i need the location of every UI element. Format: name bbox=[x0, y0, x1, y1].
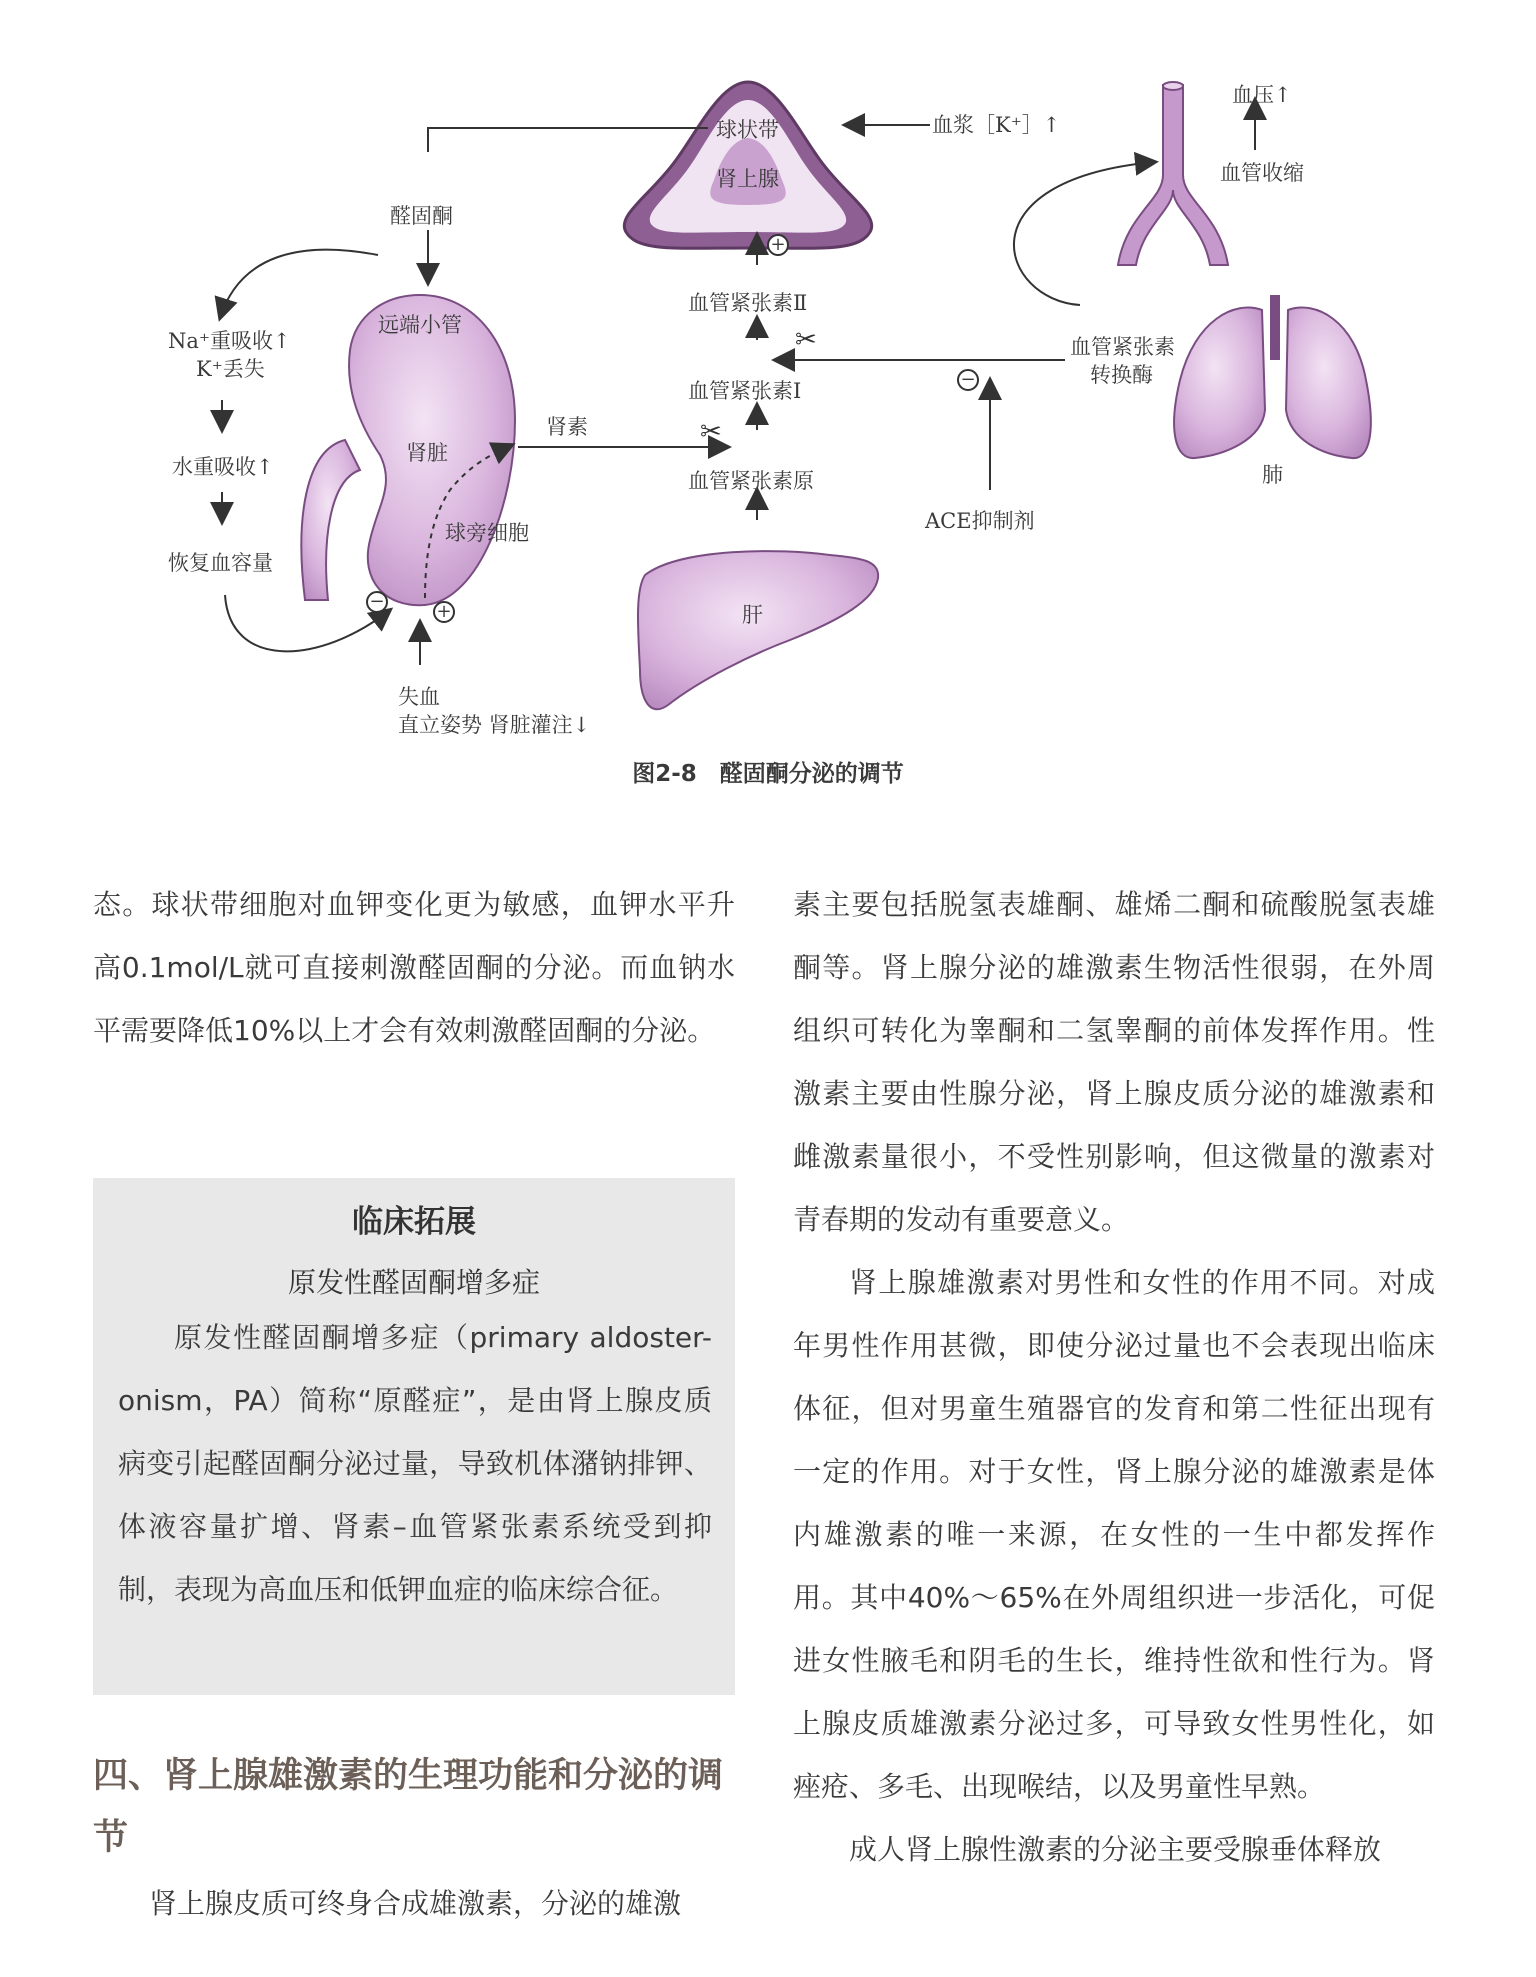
right-paragraph-3: 成人肾上腺性激素的分泌主要受腺垂体释放 bbox=[849, 1833, 1382, 1866]
box-body bbox=[118, 1306, 712, 1621]
box-paragraph: 原发性醛固酮增多症（primary aldoster-onism，PA）简称“原醛症”，是由肾上腺皮质病变引起醛固酮分泌过量，导致机体潴钠排钾、体液容量扩增、肾素–血管紧张素系统受到抑制，表现为高血压和低钾血症的临床综合征。 bbox=[118, 1321, 712, 1606]
minus-sign: − bbox=[960, 369, 976, 390]
scissors-icon: ✂ bbox=[795, 325, 817, 355]
liver-illustration bbox=[638, 551, 878, 709]
clinical-extension-box bbox=[93, 1178, 735, 1695]
label-ace-line1: 血管紧张素 bbox=[1070, 335, 1175, 359]
label-blood-loss: 失血 bbox=[398, 685, 440, 709]
label-posture: 直立姿势 肾脏灌注↓ bbox=[398, 713, 591, 737]
label-angiotensin-ii: 血管紧张素Ⅱ bbox=[688, 291, 808, 315]
label-zona-glomerulosa: 球状带 bbox=[716, 118, 779, 142]
label-blood-pressure: 血压↑ bbox=[1232, 83, 1292, 107]
left-paragraph-1: 态。球状带细胞对血钾变化更为敏感，血钾水平升高0.1mol/L就可直接刺激醛固酮的分泌。而血钠水平需要降低10%以上才会有效刺激醛固酮的分泌。 bbox=[93, 888, 735, 1047]
section-heading: 四、肾上腺雄激素的生理功能和分泌的调节 bbox=[93, 1755, 724, 1858]
label-renin: 肾素 bbox=[546, 415, 588, 439]
label-ace-inhibitor: ACE抑制剂 bbox=[925, 509, 1035, 533]
plus-sign: + bbox=[436, 601, 452, 622]
right-paragraph-1: 素主要包括脱氢表雄酮、雄烯二酮和硫酸脱氢表雄酮等。肾上腺分泌的雄激素生物活性很弱，在外周组织可转化为睾酮和二氢睾酮的前体发挥作用。性激素主要由性腺分泌，肾上腺皮质分泌的雄激素和雌激素量很小，不受性别影响，但这微量的激素对青春期的发动有重要意义。 bbox=[793, 888, 1435, 1236]
label-aldosterone: 醛固酮 bbox=[390, 204, 453, 228]
label-vasoconstriction: 血管收缩 bbox=[1220, 161, 1304, 185]
label-restore-volume: 恢复血容量 bbox=[168, 551, 273, 575]
left-column bbox=[93, 873, 735, 1062]
right-column bbox=[793, 873, 1435, 1881]
lungs-illustration bbox=[1174, 295, 1371, 458]
figure-aldosterone-regulation bbox=[0, 0, 1536, 760]
label-angiotensinogen: 血管紧张素原 bbox=[688, 469, 814, 493]
label-juxtaglomerular: 球旁细胞 bbox=[445, 521, 529, 545]
box-subtitle: 原发性醛固酮增多症 bbox=[287, 1266, 540, 1299]
plus-sign: + bbox=[770, 234, 786, 255]
label-adrenal-gland: 肾上腺 bbox=[716, 167, 779, 191]
label-kidney: 肾脏 bbox=[406, 441, 448, 465]
right-paragraph-2: 肾上腺雄激素对男性和女性的作用不同。对成年男性作用甚微，即使分泌过量也不会表现出临床体征，但对男童生殖器官的发育和第二性征出现有一定的作用。对于女性，肾上腺分泌的雄激素是体内雄激素的唯一来源，在女性的一生中都发挥作用。其中40%～65%在外周组织进一步活化，可促进女性腋毛和阴毛的生长，维持性欲和性行为。肾上腺皮质雄激素分泌过多，可导致女性男性化，如痤疮、多毛、出现喉结，以及男童性早熟。 bbox=[793, 1266, 1435, 1803]
label-ace-line2: 转换酶 bbox=[1090, 363, 1153, 387]
minus-sign: − bbox=[369, 591, 385, 612]
label-lung: 肺 bbox=[1262, 463, 1283, 487]
left-column-tail bbox=[93, 1872, 735, 1935]
blood-vessel-illustration bbox=[1118, 82, 1228, 265]
label-distal-tubule: 远端小管 bbox=[378, 313, 462, 337]
label-liver: 肝 bbox=[742, 603, 763, 627]
label-angiotensin-i: 血管紧张素Ⅰ bbox=[688, 379, 802, 403]
label-water-reabsorption: 水重吸收↑ bbox=[172, 455, 274, 479]
left-paragraph-2: 肾上腺皮质可终身合成雄激素，分泌的雄激 bbox=[149, 1887, 682, 1920]
box-title: 临床拓展 bbox=[352, 1204, 476, 1240]
label-na-reabsorption: Na⁺重吸收↑ bbox=[168, 329, 291, 353]
figure-caption: 图2-8 醛固酮分泌的调节 bbox=[632, 761, 904, 787]
label-plasma-k: 血浆［K⁺］↑ bbox=[932, 113, 1061, 137]
label-k-loss: K⁺丢失 bbox=[196, 357, 265, 381]
scissors-icon: ✂ bbox=[700, 417, 722, 447]
